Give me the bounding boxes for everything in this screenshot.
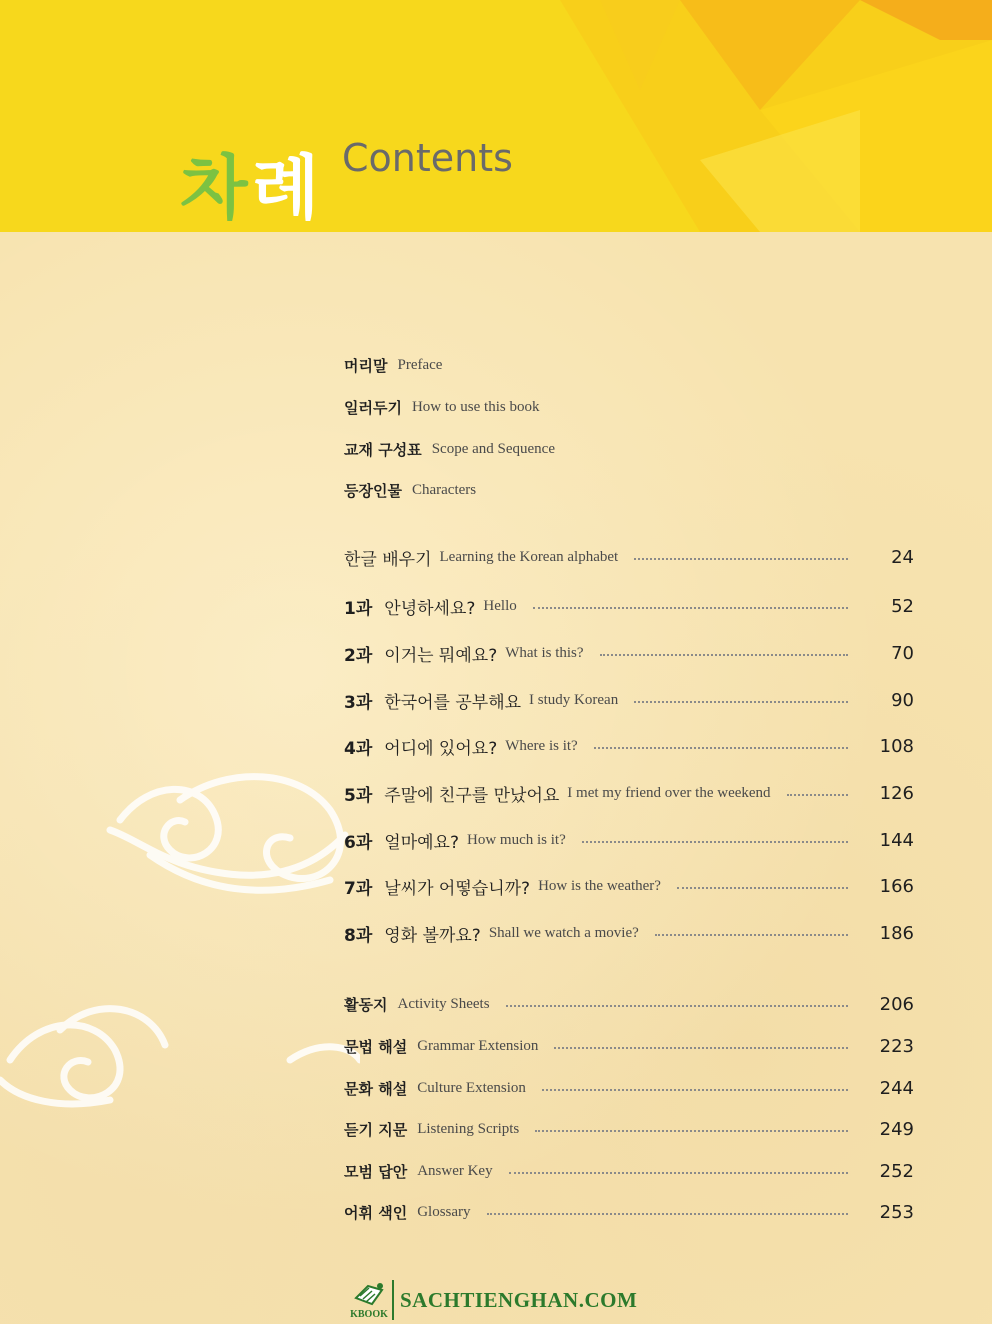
toc-korean-label: 듣기 지문 — [344, 1120, 408, 1139]
title-korean-char-1: 차 — [180, 147, 252, 229]
page-number: 90 — [891, 689, 914, 711]
toc-row-culture-extension[interactable] — [344, 1073, 914, 1103]
dot-leader — [594, 747, 848, 749]
page-number: 253 — [879, 1201, 914, 1223]
lesson-number: 4과 — [344, 738, 373, 759]
toc-korean-label: 한글 배우기 — [344, 549, 432, 570]
toc-korean-label: 주말에 친구를 만났어요 — [384, 785, 560, 806]
toc-english-label: Glossary — [417, 1203, 471, 1220]
lesson-number: 3과 — [344, 692, 373, 713]
toc-english-label: Learning the Korean alphabet — [439, 548, 619, 565]
lesson-number: 6과 — [344, 832, 373, 853]
dot-leader — [487, 1213, 848, 1215]
page-number: 223 — [879, 1035, 914, 1057]
toc-korean-label: 얼마예요? — [384, 832, 459, 853]
page-number: 249 — [879, 1118, 914, 1140]
page-number: 206 — [879, 993, 914, 1015]
toc-english-label: How much is it? — [466, 831, 566, 848]
toc-row-grammar-extension[interactable] — [344, 1031, 914, 1061]
toc-korean-label: 문법 해설 — [344, 1037, 408, 1056]
lesson-number: 7과 — [344, 878, 373, 899]
footer-branding — [348, 1280, 637, 1320]
header-band — [0, 0, 992, 232]
toc-korean-label: 교재 구성표 — [344, 440, 422, 459]
toc-row-lesson-1[interactable] — [344, 591, 914, 621]
lesson-number: 8과 — [344, 925, 373, 946]
toc-row-preface[interactable] — [344, 350, 914, 380]
page-number: 24 — [891, 546, 914, 568]
dot-leader — [634, 701, 848, 703]
toc-row-lesson-7[interactable] — [344, 871, 914, 901]
page-number: 70 — [891, 642, 914, 664]
toc-korean-label: 활동지 — [344, 995, 388, 1014]
dot-leader — [787, 794, 848, 796]
page-number: 144 — [879, 829, 914, 851]
dot-leader — [535, 1130, 848, 1132]
site-name[interactable]: SACHTIENGHAN.COM — [400, 1287, 638, 1312]
toc-english-label: Answer Key — [417, 1162, 493, 1179]
toc-row-lesson-2[interactable] — [344, 638, 914, 668]
dot-leader — [506, 1005, 848, 1007]
page-number: 52 — [891, 595, 914, 617]
toc-row-listening-scripts[interactable] — [344, 1114, 914, 1144]
toc-english-label: Grammar Extension — [417, 1037, 539, 1054]
toc-row-glossary[interactable] — [344, 1197, 914, 1227]
toc-english-label: Hello — [483, 597, 517, 614]
dot-leader — [655, 934, 848, 936]
lesson-number: 1과 — [344, 598, 373, 619]
toc-korean-label: 문화 해설 — [344, 1079, 408, 1098]
toc-korean-label: 이거는 뭐예요? — [384, 645, 498, 666]
toc-korean-label: 머리말 — [344, 356, 388, 375]
dot-leader — [509, 1172, 848, 1174]
title-english: Contents — [342, 136, 513, 180]
toc-korean-label: 영화 볼까요? — [384, 925, 481, 946]
toc-row-lesson-8[interactable] — [344, 918, 914, 948]
toc-row-hangul[interactable] — [344, 542, 914, 572]
dot-leader — [677, 887, 848, 889]
toc-english-label: Listening Scripts — [417, 1120, 520, 1137]
toc-english-label: How is the weather? — [538, 877, 661, 894]
page-number: 126 — [879, 782, 914, 804]
dot-leader — [634, 558, 848, 560]
page-number: 252 — [879, 1160, 914, 1182]
header-facets — [0, 0, 992, 232]
toc-english-label: What is this? — [505, 644, 584, 661]
dot-leader — [533, 607, 848, 609]
toc-korean-label: 날씨가 어떻습니까? — [384, 878, 531, 899]
toc-english-label: Where is it? — [505, 737, 578, 754]
page-number: 166 — [879, 875, 914, 897]
dot-leader — [554, 1047, 848, 1049]
dot-leader — [582, 841, 848, 843]
cloud-ornament-icon — [0, 760, 360, 1140]
toc-english-label: I met my friend over the weekend — [567, 784, 771, 801]
toc-korean-label: 안녕하세요? — [384, 598, 476, 619]
toc-row-lesson-3[interactable] — [344, 685, 914, 715]
lesson-number: 5과 — [344, 785, 373, 806]
book-logo-icon — [350, 1280, 390, 1308]
toc-row-activity-sheets[interactable] — [344, 989, 914, 1019]
toc-row-characters[interactable] — [344, 475, 914, 505]
kbook-logo[interactable] — [348, 1280, 394, 1320]
toc-english-label: Activity Sheets — [397, 995, 490, 1012]
toc-english-label: Culture Extension — [417, 1079, 526, 1096]
dot-leader — [600, 654, 848, 656]
toc-korean-label: 어휘 색인 — [344, 1203, 408, 1222]
page-number: 186 — [879, 922, 914, 944]
toc-english-label: How to use this book — [411, 398, 540, 415]
logo-text: KBOOK — [350, 1309, 388, 1320]
toc-row-how-to-use[interactable] — [344, 392, 914, 422]
toc-row-answer-key[interactable] — [344, 1156, 914, 1186]
toc-korean-label: 모범 답안 — [344, 1162, 408, 1181]
toc-korean-label: 등장인물 — [344, 481, 402, 500]
toc-english-label: I study Korean — [529, 691, 619, 708]
toc-english-label: Shall we watch a movie? — [488, 924, 639, 941]
toc-korean-label: 일러두기 — [344, 398, 402, 417]
toc-english-label: Preface — [397, 356, 443, 373]
toc-row-lesson-6[interactable] — [344, 825, 914, 855]
page-number: 244 — [879, 1077, 914, 1099]
toc-row-lesson-5[interactable] — [344, 778, 914, 808]
toc-korean-label: 어디에 있어요? — [384, 738, 498, 759]
title-korean-char-2: 례 — [251, 147, 324, 229]
toc-row-scope-sequence[interactable] — [344, 434, 914, 464]
toc-english-label: Scope and Sequence — [431, 440, 555, 457]
dot-leader — [542, 1089, 848, 1091]
toc-row-lesson-4[interactable] — [344, 731, 914, 761]
toc-korean-label: 한국어를 공부해요 — [384, 692, 522, 713]
page-number: 108 — [879, 735, 914, 757]
lesson-number: 2과 — [344, 645, 373, 666]
toc-english-label: Characters — [411, 481, 477, 498]
title-korean — [180, 140, 323, 240]
